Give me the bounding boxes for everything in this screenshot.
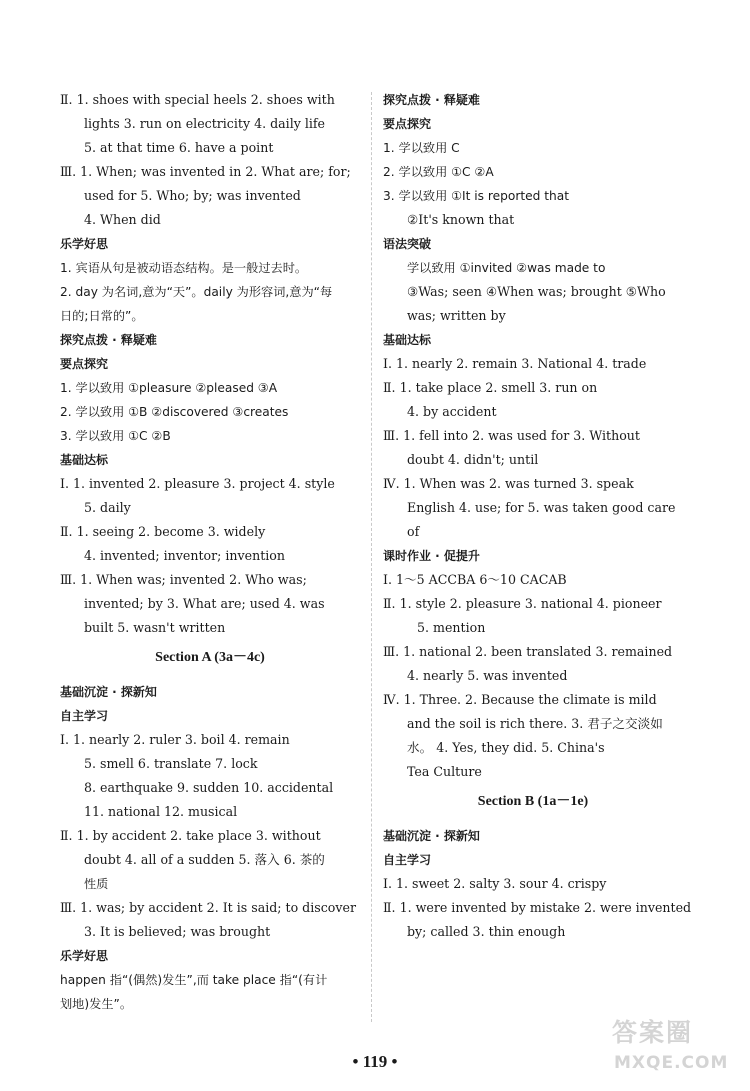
watermark-logo — [612, 1016, 744, 1086]
answer-line: ③Was; seen ④When was; brought ⑤Who — [407, 284, 666, 299]
answer-line: used for 5. Who; by; was invented — [84, 188, 301, 203]
answer-line: invented; by 3. What are; used 4. was — [84, 596, 325, 611]
answer-line: Ⅱ. 1. by accident 2. take place 3. without — [60, 828, 321, 843]
answer-line: Ⅱ. 1. were invented by mistake 2. were invented — [383, 900, 692, 915]
answer-line: Ⅲ. 1. fell into 2. was used for 3. Without — [383, 428, 640, 443]
answer-line: Ⅱ. 1. seeing 2. become 3. widely — [60, 524, 266, 539]
answer-line: Ⅱ. 1. style 2. pleasure 3. national 4. pioneer — [383, 596, 662, 611]
section-heading: 语法突破 — [383, 237, 432, 251]
answer-line: 4. by accident — [407, 404, 497, 419]
section-heading: 探究点拨 · 释疑难 — [383, 93, 480, 107]
answer-line: lights 3. run on electricity 4. daily life — [84, 116, 326, 131]
section-title: Section A (3a－4c) — [155, 650, 265, 665]
answer-line: 2. 学以致用 ①B ②discovered ③creates — [60, 405, 289, 419]
answer-line: Ⅰ. 1～5 ACCBA 6～10 CACAB — [383, 572, 567, 587]
answer-line: 1. 学以致用 ①pleasure ②pleased ③A — [60, 381, 278, 395]
answer-line: 4. invented; inventor; invention — [84, 548, 285, 563]
answer-line: 性质 — [84, 877, 109, 891]
answer-line: 5. daily — [84, 500, 131, 515]
answer-line: Ⅱ. 1. take place 2. smell 3. run on — [383, 380, 598, 395]
answer-line: 4. When did — [84, 212, 161, 227]
answer-line: doubt 4. all of a sudden 5. 落入 6. 茶的 — [84, 852, 325, 867]
answer-line: 1. 学以致用 C — [383, 141, 460, 155]
answer-line: Ⅲ. 1. When was; invented 2. Who was; — [60, 572, 307, 587]
right-column — [383, 88, 692, 944]
answer-line: 11. national 12. musical — [84, 804, 238, 819]
answer-line: 5. mention — [417, 620, 486, 635]
section-heading: 要点探究 — [60, 357, 109, 371]
answer-line: Ⅲ. 1. national 2. been translated 3. remained — [383, 644, 673, 659]
answer-line: 划地)发生”。 — [60, 997, 133, 1011]
answer-line: Ⅰ. 1. invented 2. pleasure 3. project 4. style — [60, 476, 335, 491]
section-title: Section B (1a－1e) — [477, 794, 589, 809]
answer-line: Ⅱ. 1. shoes with special heels 2. shoes with — [60, 92, 335, 107]
answer-line: English 4. use; for 5. was taken good care — [407, 500, 676, 515]
answer-line: of — [407, 524, 420, 539]
answer-line: 3. 学以致用 ①C ②B — [60, 429, 171, 443]
answer-line: 3. 学以致用 ①It is reported that — [383, 189, 569, 203]
section-heading: 基础达标 — [60, 453, 109, 467]
answer-line: happen 指“(偶然)发生”,而 take place 指“(有计 — [60, 973, 328, 987]
answer-line: ②It's known that — [407, 212, 515, 227]
answer-line: and the soil is rich there. 3. 君子之交淡如 — [407, 716, 663, 731]
column-divider — [371, 92, 372, 1022]
answer-line: Ⅲ. 1. When; was invented in 2. What are; for; — [60, 164, 351, 179]
section-heading: 自主学习 — [383, 853, 432, 867]
answer-line: 2. 学以致用 ①C ②A — [383, 165, 494, 179]
section-heading: 探究点拨 · 释疑难 — [60, 333, 157, 347]
answer-line: Ⅰ. 1. sweet 2. salty 3. sour 4. crispy — [383, 876, 607, 891]
answer-line: 5. at that time 6. have a point — [84, 140, 274, 155]
answer-line: Ⅳ. 1. When was 2. was turned 3. speak — [383, 476, 634, 491]
answer-line: 4. nearly 5. was invented — [407, 668, 568, 683]
left-column — [60, 88, 360, 1016]
watermark-text-top: 答案圈 — [612, 1018, 694, 1047]
section-heading: 课时作业 · 促提升 — [383, 549, 480, 563]
answer-line: 水。 4. Yes, they did. 5. China's — [407, 740, 605, 755]
page-number: • 119 • — [352, 1052, 398, 1071]
section-heading: 基础达标 — [383, 333, 432, 347]
answer-line: was; written by — [407, 308, 506, 323]
answer-line: doubt 4. didn't; until — [407, 452, 539, 467]
answer-line: Ⅰ. 1. nearly 2. remain 3. National 4. trade — [383, 356, 647, 371]
watermark-text-bottom: MXQE.COM — [614, 1053, 729, 1073]
answer-line: built 5. wasn't written — [84, 620, 226, 635]
answer-line: Ⅰ. 1. nearly 2. ruler 3. boil 4. remain — [60, 732, 290, 747]
section-heading: 要点探究 — [383, 117, 432, 131]
answer-line: 3. It is believed; was brought — [84, 924, 271, 939]
section-heading: 乐学好思 — [60, 237, 109, 251]
answer-line: 学以致用 ①invited ②was made to — [407, 261, 606, 275]
section-heading: 乐学好思 — [60, 949, 109, 963]
answer-line: 2. day 为名词,意为“天”。daily 为形容词,意为“每 — [60, 285, 333, 299]
section-heading: 基础沉淀 · 探新知 — [383, 829, 480, 843]
answer-line: by; called 3. thin enough — [407, 924, 566, 939]
answer-line: 1. 宾语从句是被动语态结构。是一般过去时。 — [60, 261, 308, 275]
answer-line: Ⅲ. 1. was; by accident 2. It is said; to discover — [60, 900, 356, 915]
answer-line: Tea Culture — [407, 764, 482, 779]
answer-line: 日的;日常的”。 — [60, 309, 144, 323]
section-heading: 自主学习 — [60, 709, 109, 723]
answer-line: Ⅳ. 1. Three. 2. Because the climate is mild — [383, 692, 657, 707]
answer-line: 5. smell 6. translate 7. lock — [84, 756, 258, 771]
answer-line: 8. earthquake 9. sudden 10. accidental — [84, 780, 334, 795]
section-heading: 基础沉淀 · 探新知 — [60, 685, 157, 699]
